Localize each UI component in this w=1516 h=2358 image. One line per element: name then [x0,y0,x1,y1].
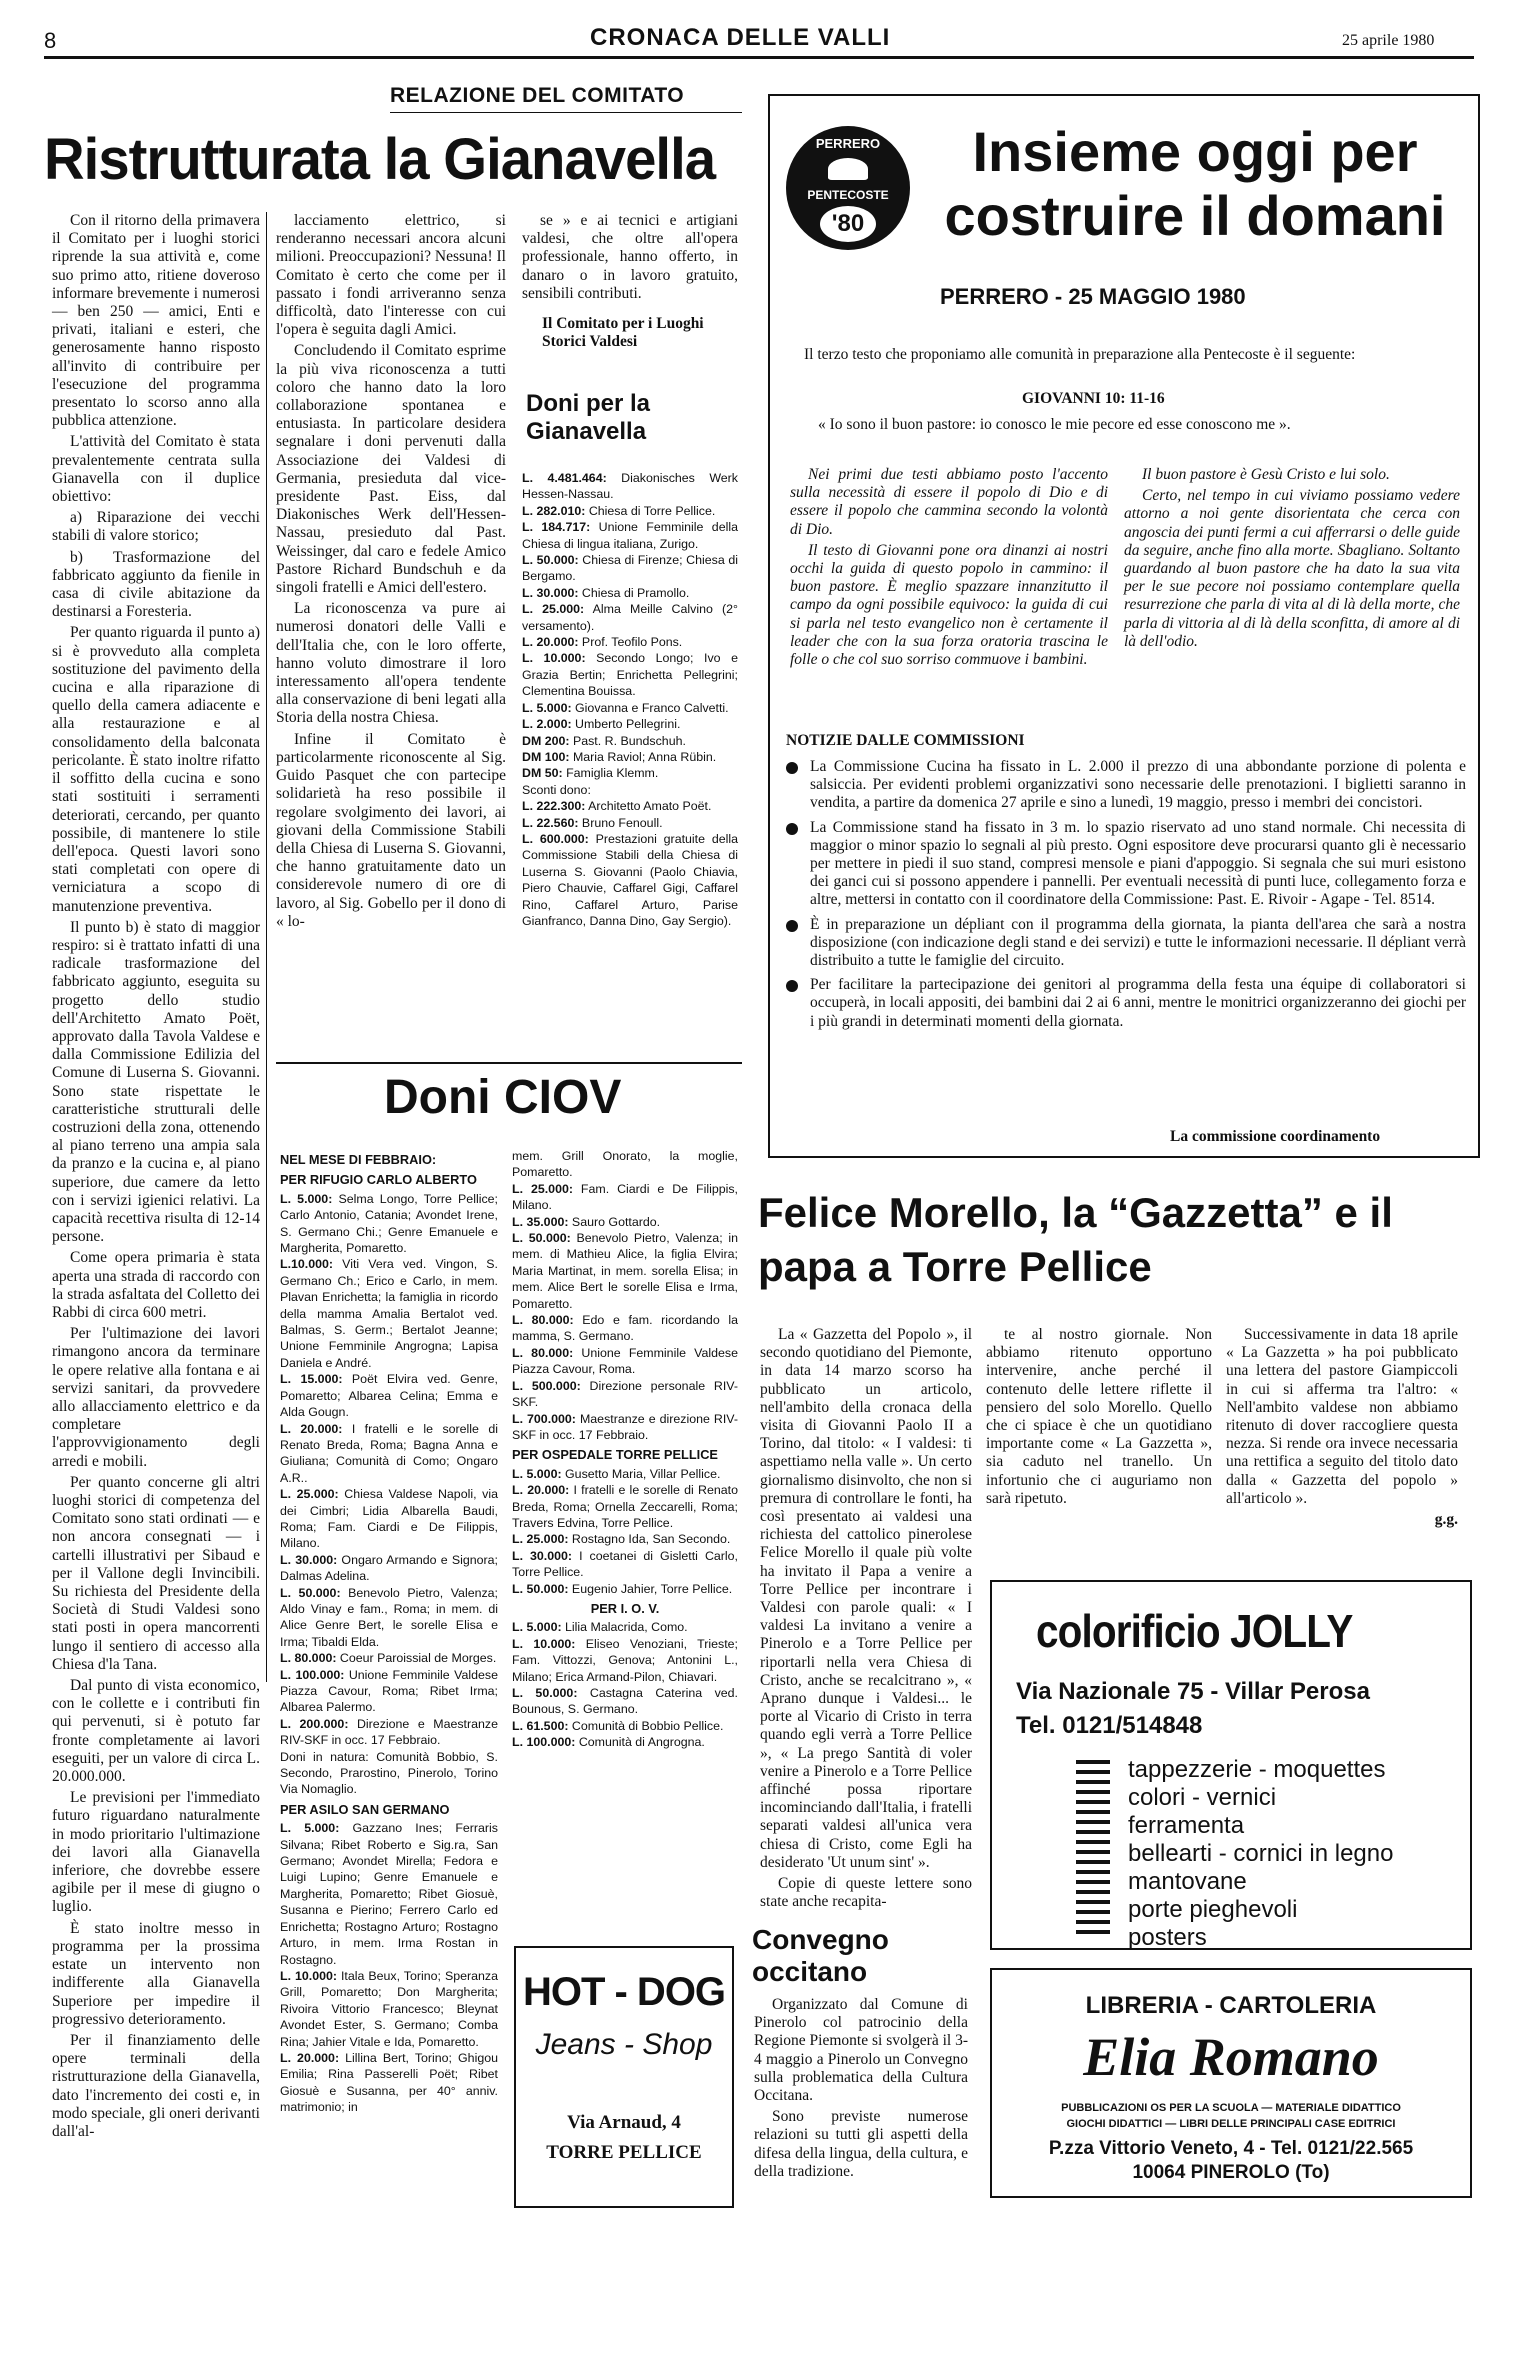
doni-ciov-col1 [280,1148,498,2116]
paragraph: se » e ai tecnici e artigiani valdesi, che oltre all'opera professionale, hanno offerto, in danaro o in lavoro gratuito, sensibili contributi. [522,212,738,302]
paragraph: Successivamente in data 18 aprile « La Gazzetta » ha poi pubblicato una lettera del pastore Giampiccoli in cui si afferma tra l'altro: « Nell'ambito valdese non abbiamo ritenuto di dover raccogliere questa nezza. Si rende ora invece necessaria una rettifica a seguito del titolo dato dalla « Gazzetta del popolo » all'articolo ». [1226,1326,1458,1507]
paragraph: Per quanto concerne gli altri luoghi storici di competenza del Comitato sono stati ordinati — e non ancora consegnati — i cartelli illustrativi per Sibaud e per il Vallone degli Invincibili. Su richiesta del Presidente della Società di Studi Valdesi sono stati posti in opera mancorrenti lungo il sentiero di accesso alla Chiesa d'la Tana. [52,1473,260,1673]
section-heading: PER OSPEDALE TORRE PELLICE [512,1447,718,1463]
notizia-item: La Commissione stand ha fissato in 3 m. lo spazio riservato ad uno stand normale. Chi necessita di maggior o minor spazio lo segnali al più presto. Ogni espositore deve procurarsi quanto gli è necessario per mettere in piedi il suo stand, compresi mensole e piani d'appoggio. Si segnala che sui muri esistono dei ganci cui si possono appendere i pannelli. Per eventuali necessità di punti luce, collegamento forza e altre, mettersi in contatto con il coordinatore della Commissione: Past. E. Rivoir - Agape - Tel. 8514. [782,819,1466,910]
libreria-line2: GIOCHI DIDATTICI — LIBRI DELLE PRINCIPALI CASE EDITRICI [1066,2118,1396,2130]
section-heading: PER RIFUGIO CARLO ALBERTO [280,1172,477,1188]
donation-entry: L. 50.000: Benevolo Pietro, Valenza; in mem. di Mathieu Alice, la figlia Elvira; Maria Martinat, in mem. sorella Elisa; in mem. Alice Bert le sorelle Elisa e Irma, Pomaretto. [512,1231,738,1311]
donation-entry: L.10.000: Viti Vera ved. Vingon, S. Germano Ch.; Erico e Carlo, in mem. Plavan Enrichetta; la famiglia in ricordo della mamma Amalia Bertalot ved. Balmas, S. Germ.; Bertalot Jeanne; Unione Femminile Angrogna; Lapisa Daniela e André. [280,1257,498,1370]
jolly-item: tappezzerie - moquettes [1128,1756,1386,1783]
notizia-item: Per facilitare la partecipazione dei genitori al programma della festa una équipe di collaboratori si occuperà, in locali appositi, dei bambini dai 2 ai 6 anni, mentre le monitrici organizzeranno dei giochi per i più grandi in determinati momenti della giornata. [782,976,1466,1031]
donation-entry: L. 20.000: Lillina Bert, Torino; Ghigou Emilia; Rina Passerelli Poët; Ribet Giosuè e Susanna, per 40° anniv. matrimonio; in [280,2050,498,2115]
section-heading: NEL MESE DI FEBBRAIO: [280,1152,437,1167]
donation-entry: Doni in natura: Comunità Bobbio, S. Secondo, Prarostino, Pinerolo, Torino Via Nomaglio. [280,1749,498,1797]
pentecoste-headline: Insieme oggi per costruire il domani [944,120,1446,247]
paragraph: Il buon pastore è Gesù Cristo e lui solo. [1142,466,1390,483]
donation-entry: L. 20.000: Prof. Teofilo Pons. [522,635,683,650]
libreria-line1: PUBBLICAZIONI OS PER LA SCUOLA — MATERIALE DIDATTICO [1061,2102,1401,2114]
paragraph: Nei primi due testi abbiamo posto l'accento sulla necessità di essere il popolo di Dio e di essere il popolo che cammina secondo la volontà di Dio. [790,466,1108,538]
donation-entry: L. 50.000: Castagna Caterina ved. Bounous, S. Germano. [512,1686,738,1717]
donation-entry: L. 25.000: Rostagno Ida, San Secondo. [512,1532,731,1547]
pentecoste-intro: Il terzo testo che proponiamo alle comunità in preparazione alla Pentecoste è il seguente: [804,346,1356,363]
paragraph: Come opera primaria è stata aperta una strada di raccordo con la strada asfaltata del Colletto dei Rabbi di circa 600 metri. [52,1249,260,1321]
donation-entry: L. 184.717: Unione Femminile della Chiesa di lingua italiana, Zurigo. [522,520,738,551]
paper-name: CRONACA DELLE VALLI [590,24,891,51]
jolly-phone: Tel. 0121/514848 [1016,1712,1203,1739]
donation-entry: L. 30.000: I coetanei di Gisletti Carlo, Torre Pellice. [512,1548,738,1580]
hotdog-city: TORRE PELLICE [546,2142,702,2163]
donation-entry: L. 5.000: Gazzano Ines; Ferraris Silvana; Ribet Roberto e Sig.ra, San Germano; Avondet Mirella; Fedora e Luigi Lupino; Genre Emanuele e Margherita, Pomaretto; Ribet Giosuè, Susanna e Pierino; Ferrero Carlo ed Enrichetta; Rostagno Arturo; Rostagno Arturo, in mem. Irma Rostan in Rostagno. [280,1821,498,1967]
doni-gianavella-title: Doni per la Gianavella [526,390,651,445]
column-divider [266,212,267,1682]
hotdog-address: Via Arnaud, 4 [567,2112,681,2133]
paragraph: lacciamento elettrico, si renderanno necessari ancora alcuni milioni. Preoccupazioni? Nessuna! Il Comitato è certo che come per il passato i fondi arriveranno senza difficoltà, dato l'interesse con cui l'opera è seguita dagli Amici. [276,212,506,339]
donation-entry: L. 100.000: Unione Femminile Valdese Piazza Cavour, Roma; Ribet Irma; Albarea Palermo. [280,1667,499,1715]
notizia-item: La Commissione Cucina ha fissato in L. 2.000 il prezzo di una abbondante porzione di polenta e salsiccia. Per evidenti problemi organizzativi sono necessarie delle prenotazioni. I biglietti saranno in vendita, a partire da domenica 27 aprile e sino a lunedì, 19 maggio, presso i membri dei concistori. [782,758,1466,813]
jolly-item: posters [1128,1924,1207,1951]
notizia-item: È in preparazione un dépliant con il programma della giornata, la pianta dell'area che sarà a nostra disposizione (con indicazione degli stand e dei servizi) e tutte le informazioni necessarie. Il dépliant verrà distribuito a tutte le famiglie del circuito. [782,916,1466,971]
relazione-headline: Ristrutturata la Gianavella [44,127,716,192]
donation-entry: L. 222.300: Architetto Amato Poët. [522,799,712,814]
donation-entry: DM 100: Maria Raviol; Anna Rübin. [522,749,717,764]
jolly-item: ferramenta [1128,1812,1245,1839]
morello-col1 [760,1326,972,1915]
donation-entry: L. 25.000: Alma Meille Calvino (2° versamento). [522,602,738,633]
jolly-item: porte pieghevoli [1128,1896,1298,1923]
jolly-ad [990,1580,1472,1950]
jolly-name: colorificio JOLLY [1036,1605,1353,1657]
donation-entry: L. 80.000: Edo e fam. ricordando la mamma, S. Germano. [512,1313,738,1344]
donation-entry: mem. Grill Onorato, la moglie, Pomaretto. [512,1149,738,1180]
logo-top-text: PERRERO [815,136,881,151]
paragraph: Certo, nel tempo in cui viviamo possiamo vedere attorno a noi gente disorientata che cerca con angoscia dei punti fermi a cui afferrarsi o delle guide da seguire, anche fino alla morte. Sbagliano. Soltanto guardando al buon pastore che ha dato la sua vita per le sue pecore noi possiamo contemplare quella resurrezione che parla di vita al di là della morte, che parla di vittoria al di là della sconfitta, di amore al di là dell'odio. [1124,487,1460,650]
section-heading: PER ASILO SAN GERMANO [280,1801,450,1817]
libreria-name: Elia Romano [1083,2027,1379,2087]
reflection-col1 [790,466,1108,672]
paragraph: te al nostro giornale. Non abbiamo ritenuto opportuno intervenire, anche perché il contenuto delle lettere riflette il pensiero del solo Morello. Quello che ci spiace è che un quotidiano importante come « La Gazzetta », sia caduto nel tranello. Un infortunio che ci auguriamo non sarà ripetuto. [986,1326,1212,1507]
dove-icon [828,158,868,180]
donation-entry: L. 5.000: Selma Longo, Torre Pellice; Carlo Antonio, Catania; Avondet Irene, S. Germano Chi.; Genre Emanuele e Margherita, Pomaretto. [280,1191,498,1256]
donation-entry: DM 50: Famiglia Klemm. [522,766,659,781]
paragraph: È stato inoltre messo in programma per la prossima estate un intervento non indifferente alla Gianavella Superiore per impedire il progressivo deterioramento. [52,1919,260,2028]
relazione-signature: Il Comitato per i Luoghi Storici Valdesi [542,315,704,351]
doni-ciov-title: Doni CIOV [384,1071,622,1124]
pentecoste-ref: GIOVANNI 10: 11-16 [1022,390,1165,407]
donation-entry: L. 15.000: Poët Elvira ved. Genre, Pomaretto; Albarea Celina; Emma e Alda Gougn. [280,1372,499,1420]
donation-entry: L. 25.000: Fam. Ciardi e De Filippis, Milano. [512,1181,739,1213]
logo-year: '80 [831,210,865,237]
donation-entry: Sconti dono: [522,782,591,797]
paragraph: Concludendo il Comitato esprime la più viva riconoscenza a tutti coloro che hanno dato la loro collaborazione spontanea e entusiasta. In particolare desidera segnalare i doni pervenuti dalla Associazione dei Valdesi di Germania, presieduta dal vice-presidente Past. Eiss, dal Diakonisches Werk dell'Hessen-Nassau, presieduto dal Past. Weissinger, dal caro e fedele Amico Pastore Richard Bundschuh e da singoli fratelli e Amici dell'estero. [276,342,506,597]
bullet-icon [786,980,798,992]
donation-entry: L. 35.000: Sauro Gottardo. [512,1214,661,1229]
hotdog-title: HOT - DOG [522,1970,726,2014]
paragraph: Con il ritorno della primavera il Comitato per i luoghi storici riprende la sua attività e, come suo primo atto, ritiene doveroso informare brevemente i numerosi — ben 250 — amici, Enti e privati, italiani e esteri, che generosamente hanno risposto all'invito di contribuire per l'esecuzione del programma presentato lo scorso anno alla pubblica attenzione. [52,212,260,430]
paragraph: b) Trasformazione del fabbricato aggiunto da fienile in casa di civile abitazione da destinarsi a Foresteria. [52,548,260,621]
page-number: 8 [44,28,57,53]
relazione-col2 [276,212,506,934]
paragraph: Per il finanziamento delle opere terminali della ristrutturazione della Gianavella, dato l'incremento dei costi e, in modo speciale, gli oneri derivanti dall'al- [52,2031,260,2140]
jolly-item: mantovane [1128,1868,1247,1895]
donation-entry: L. 61.500: Comunità di Bobbio Pellice. [512,1718,724,1733]
pentecoste-quote: « Io sono il buon pastore: io conosco le mie pecore ed esse conoscono me ». [818,416,1291,433]
logo-mid-text: PENTECOSTE [807,188,889,202]
doni-ciov-col2 [512,1148,738,1751]
pentecoste-logo [786,126,910,250]
donation-entry: L. 500.000: Direzione personale RIV-SKF. [512,1378,738,1410]
libreria-title: LIBRERIA - CARTOLERIA [1085,1992,1377,2019]
donation-entry: L. 22.560: Bruno Fenoull. [522,815,663,830]
donation-entry: L. 282.010: Chiesa di Torre Pellice. [522,503,716,518]
paragraph: Per l'ultimazione dei lavori rimangono ancora da terminare le opere relative alla fontana e ai servizi sanitari, da provvedere allo allacciamento elettrico e da completare l'approvvigionamento degli arredi e mobili. [52,1325,260,1470]
donation-entry: L. 5.000: Lilia Malacrida, Como. [512,1620,688,1635]
section-heading: PER I. O. V. [590,1600,660,1616]
ciov-rule-top [276,1062,742,1064]
paragraph: Organizzato dal Comune di Pinerolo col patrocinio della Regione Piemonte si svolgerà il 3-4 maggio a Pinerolo un Convegno sulla problematica della Cultura Occitana. [754,1996,968,2105]
convegno-body [754,1996,968,2184]
libreria-address: P.zza Vittorio Veneto, 4 - Tel. 0121/22.565 [1048,2138,1414,2159]
relazione-col3 [522,212,738,354]
donation-entry: L. 10.000: Secondo Longo; Ivo e Grazia Bertin; Enrichetta Pellegrini; Clementina Bouissa. [522,651,738,699]
donation-entry: L. 50.000: Eugenio Jahier, Torre Pellice. [512,1581,733,1596]
morello-headline: Felice Morello, la “Gazzetta” e il papa a Torre Pellice [758,1189,1393,1290]
donation-entry: DM 200: Past. R. Bundschuh. [522,733,686,748]
jolly-stripes [1076,1760,1110,1936]
paragraph: Dal punto di vista economico, con le collette e i contributi fin qui pervenuti, si è potuto far fronte completamente ai lavori eseguiti, per un valore di circa L. 20.000.000. [52,1677,260,1786]
bullet-icon [786,920,798,932]
donation-entry: L. 10.000: Itala Beux, Torino; Speranza Grill, Pomaretto; Don Margherita; Rivoira Vittorio Francesco; Bleynat Avondet Ester, S. Germano; Comba Rina; Jahier Vitale e Ida, Pomaretto. [280,1968,498,2049]
donation-entry: L. 4.481.464: Diakonisches Werk Hessen-Nassau. [522,471,738,502]
jolly-item: bellearti - cornici in legno [1128,1840,1394,1867]
bullet-icon [786,762,798,774]
logo-year-badge [820,206,876,242]
header-rule [44,56,1474,59]
pentecoste-subhead: PERRERO - 25 MAGGIO 1980 [940,284,1246,309]
morello-initials: g.g. [1434,1511,1458,1529]
donation-entry: L. 30.000: Chiesa di Pramollo. [522,585,690,600]
paragraph: Il punto b) è stato di maggior respiro: si è trattato infatti di una radicale trasformazione del fabbricato aggiunto, eseguita su progetto dello studio dell'Architetto Amato Poët, approvato dalla Tavola Valdese e dalla Commissione Edilizia del Comune di Luserna S. Giovanni. Sono state rispettate le caratteristiche strutturali delle costruzioni della zona, ottenendo al piano terreno una ampia sala da pranzo e la cucina e, al piano superiore, due camere da letto con i servizi igienici relativi. La capacità recettiva risulta di 12-14 persone. [52,918,260,1246]
libreria-city: 10064 PINEROLO (To) [1132,2162,1330,2183]
jolly-item: colori - vernici [1128,1784,1277,1811]
reflection-col2 [1124,466,1460,654]
paragraph: L'attività del Comitato è stata prevalentemente centrata sulla Gianavella con il duplice obiettivo: [52,433,260,506]
paragraph: La « Gazzetta del Popolo », il secondo quotidiano del Piemonte, in data 14 marzo scorso ha pubblicato un articolo, nell'ambito della cronaca della visita di Giovanni Paolo II a Torino, dal titolo: « I valdesi: ti aspettiamo nella valle ». Un certo giornalismo disinvolto, che non si premura di controllare le fonti, ha così presentato ai valdesi una richiesta del cattolico pinerolese Felice Morello il quale più volte ha invitato il Papa a venire a Torre Pellice per incontrare i Valdesi con parole quali: « I valdesi La invitano a venire a Pinerolo e a Torre Pellice per riportarli nella vera Chiesa di Cristo, anche se recalcitrano », « Aprano dunque i Valdesi... le porte al Vicario di Cristo in terra quando egli verrà a Torre Pellice », « La prego Santità di voler venire a Pinerolo e a Torre Pellice affinché possa riportare incominciando dall'Italia, i fratelli separati valdesi all'unica vera chiesa di Cristo, come Egli ha desiderato 'Ut unum sint' ». [760,1326,972,1871]
donation-entry: L. 200.000: Direzione e Maestranze RIV-SKF in occ. 17 Febbraio. [280,1716,498,1748]
donation-entry: L. 5.000: Gusetto Maria, Villar Pellice. [512,1466,721,1481]
donation-entry: L. 50.000: Chiesa di Firenze; Chiesa di Bergamo. [522,553,738,584]
donation-entry: L. 700.000: Maestranze e direzione RIV-SKF in occ. 17 Febbraio. [512,1411,739,1442]
notizie-title: NOTIZIE DALLE COMMISSIONI [786,732,1025,749]
donation-entry: L. 20.000: I fratelli e le sorelle di Renato Breda, Roma; Ornella Zeccarelli, Roma; Travers Edvina, Torre Pellice. [512,1483,738,1530]
donation-entry: L. 600.000: Prestazioni gratuite della Commissione Stabili della Chiesa di Luserna S. Giovanni (Paolo Chiavia, Piero Chauvie, Caffarel Gigi, Caffarel Rino, Caffarel Arturo, Parise Gianfranco, Danna Dino, Gay Sergio). [522,831,738,928]
donation-entry: L. 100.000: Comunità di Angrogna. [512,1735,705,1750]
notizie-list [782,758,1466,1037]
morello-col3 [1226,1326,1458,1532]
relazione-kicker: RELAZIONE DEL COMITATO [390,84,685,107]
paragraph: Il testo di Giovanni pone ora dinanzi ai nostri occhi la guida di questo popolo in cammino: il buon pastore. È meglio spazzare innanzitutto il campo da ogni possibile equivoco: la guida di cui si parla nel testo evangelico non è certamente il leader che con la sua forza oratoria trascina le folle o che col suo sorriso commuove i bambini. [790,541,1108,669]
paragraph: a) Riparazione dei vecchi stabili di valore storico; [52,509,260,545]
jolly-address: Via Nazionale 75 - Villar Perosa [1016,1678,1370,1705]
donation-entry: L. 50.000: Benevolo Pietro, Valenza; Aldo Vinay e fam., Roma; in mem. di Alice Genre Bert, le sorelle Elisa e Irma; Tibaldi Elda. [280,1585,499,1649]
paragraph: Copie di queste lettere sono state anche recapita- [760,1875,972,1911]
morello-col2 [986,1326,1212,1511]
paragraph: La riconoscenza va pure ai numerosi donatori delle Valli e dell'Italia che, con le loro offerte, hanno voluto dimostrare il loro interessamento all'opera tendente alla conservazione di beni legati alla Storia della nostra Chiesa. [276,600,506,727]
paragraph: Per quanto riguarda il punto a) si è provveduto alla completa sostituzione del pavimento della cucina e alla riparazione di quello della camera adiacente e alla restaurazione e al consolidamento della balconata pericolante. È stato inoltre rifatto il soffitto della cucina e sono stati sostituiti i serramenti deteriorati, cercando, per quanto possibile, di mantenere lo stile dell'epoca. Questi lavori sono stati completati con opere di verniciatura a scopo di manutenzione preventiva. [52,624,260,915]
bullet-icon [786,823,798,835]
donation-entry: L. 10.000: Eliseo Venoziani, Trieste; Fam. Vittozzi, Genova; Antonini L., Milano; Erica Armand-Pilon, Chiavari. [512,1636,738,1684]
donation-entry: L. 80.000: Coeur Paroissial de Morges. [280,1651,497,1666]
issue-date: 25 aprile 1980 [1342,32,1435,49]
libreria-ad [990,1968,1472,2198]
donation-entry: L. 2.000: Umberto Pellegrini. [522,717,681,732]
convegno-title: Convegno occitano [752,1924,889,1987]
donation-entry: L. 80.000: Unione Femminile Valdese Piazza Cavour, Roma. [512,1345,739,1377]
donation-entry: L. 30.000: Ongaro Armando e Signora; Dalmas Adelina. [280,1552,498,1584]
doni-gianavella-list [522,470,738,929]
paragraph: Sono previste numerose relazioni su tutti gli aspetti della difesa della lingua, della cultura, e della tradizione. [754,2108,968,2180]
hotdog-subtitle: Jeans - Shop [535,2028,713,2061]
hotdog-ad [514,1946,734,2208]
paragraph: Le previsioni per l'immediato futuro riguardano naturalmente in modo prioritario l'ultimazione dei lavori alla Gianavella inferiore, che dovrebbe essere agibile per il mese di giugno o luglio. [52,1789,260,1916]
donation-entry: L. 25.000: Chiesa Valdese Napoli, via dei Cimbri; Lidia Albarella Baudi, Roma; Fam. Ciardi e De Filippis, Milano. [280,1487,499,1551]
donation-entry: L. 5.000: Giovanna e Franco Calvetti. [522,700,729,715]
relazione-col1 [52,212,260,2144]
jolly-items [1128,1756,1393,1952]
pentecoste-signature: La commissione coordinamento [1170,1128,1381,1145]
paragraph: Infine il Comitato è particolarmente riconoscente al Sig. Guido Pasquet che con partecipe solidarietà ha reso possibile il regolare svolgimento dei lavori, ai giovani della Commissione Stabili della Chiesa di Luserna S. Giovanni, che hanno gratuitamente dato un considerevole numero di ore di lavoro, al Sig. Gobello per il dono di « lo- [276,730,506,930]
donation-entry: L. 20.000: I fratelli e le sorelle di Renato Breda, Roma; Bagna Anna e Giuliana; Comunità di Como; Ongaro A.R.. [280,1421,498,1485]
kicker-rule [390,112,742,113]
